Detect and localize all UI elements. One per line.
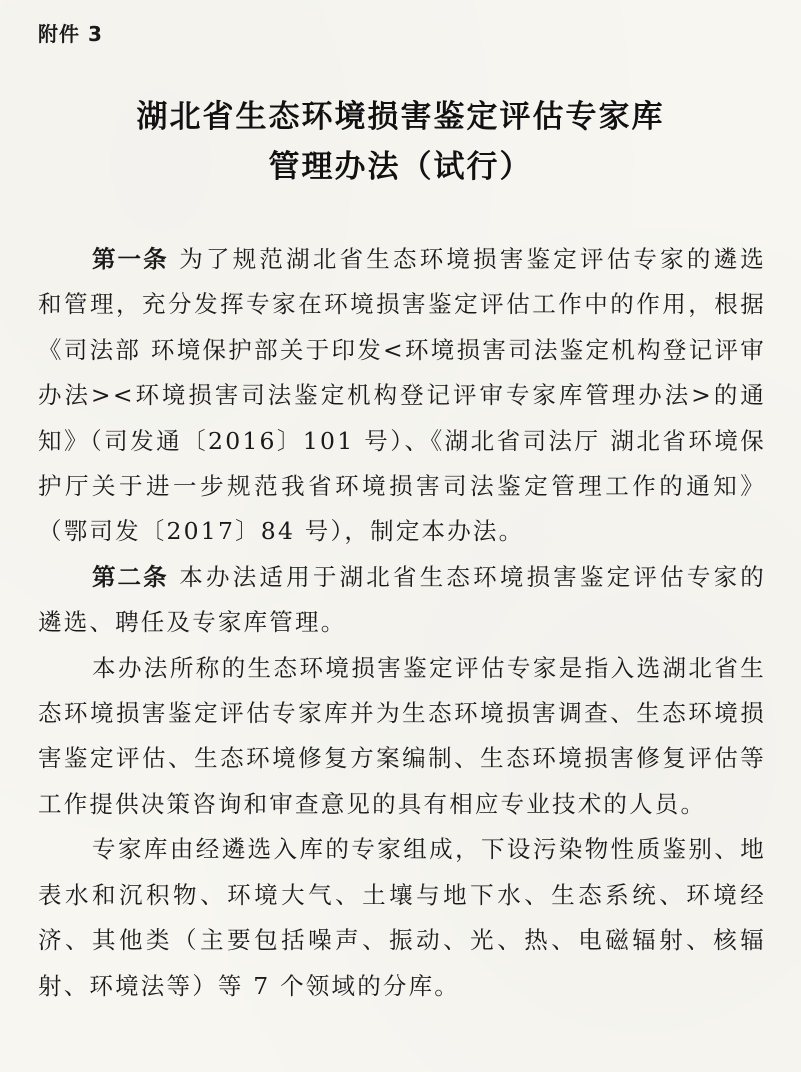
paragraph-text: 专家库由经遴选入库的专家组成，下设污染物性质鉴别、地表水和沉积物、环境大气、土壤与地下水、生态系统、环境经济、其他类（主要包括噪声、振动、光、热、电磁辐射、核辐射、环境法等）等 7 个领域的分库。 — [38, 835, 766, 1000]
paragraph-article-1 — [38, 237, 766, 555]
document-title-line-2: 管理办法（试行） — [268, 149, 533, 185]
paragraph-article-2 — [38, 555, 766, 646]
article-label: 第二条 — [92, 562, 169, 591]
document-body — [38, 237, 766, 1009]
document-title-line-1: 湖北省生态环境损害鉴定评估专家库 — [136, 99, 665, 135]
paragraph-text: 本办法所称的生态环境损害鉴定评估专家是指入选湖北省生态环境损害鉴定评估专家库并为生态环境损害调查、生态环境损害鉴定评估、生态环境修复方案编制、生态环境损害修复评估等工作提供决策咨询和审查意见的具有相应专业技术的人员。 — [38, 653, 766, 818]
paragraph-definition — [38, 646, 766, 828]
paragraph-text: 本办法适用于湖北省生态环境损害鉴定评估专家的遴选、聘任及专家库管理。 — [38, 562, 766, 637]
attachment-label: 附件 3 — [38, 22, 103, 46]
paragraph-text: 为了规范湖北省生态环境损害鉴定评估专家的遴选和管理，充分发挥专家在环境损害鉴定评估工作中的作用，根据《司法部 环境保护部关于印发<环境损害司法鉴定机构登记评审办法><环境损害司法鉴定机构登记评审专家库管理办法>的通知》（司发通〔2016〕101 号）、《湖北省司法厅 湖北省环境保护厅关于进一步规范我省环境损害司法鉴定管理工作的通知》（鄂司发〔2017〕84 号），制定本办法。 — [38, 245, 766, 546]
article-label: 第一条 — [92, 245, 169, 273]
paragraph-expert-library — [38, 827, 766, 1009]
